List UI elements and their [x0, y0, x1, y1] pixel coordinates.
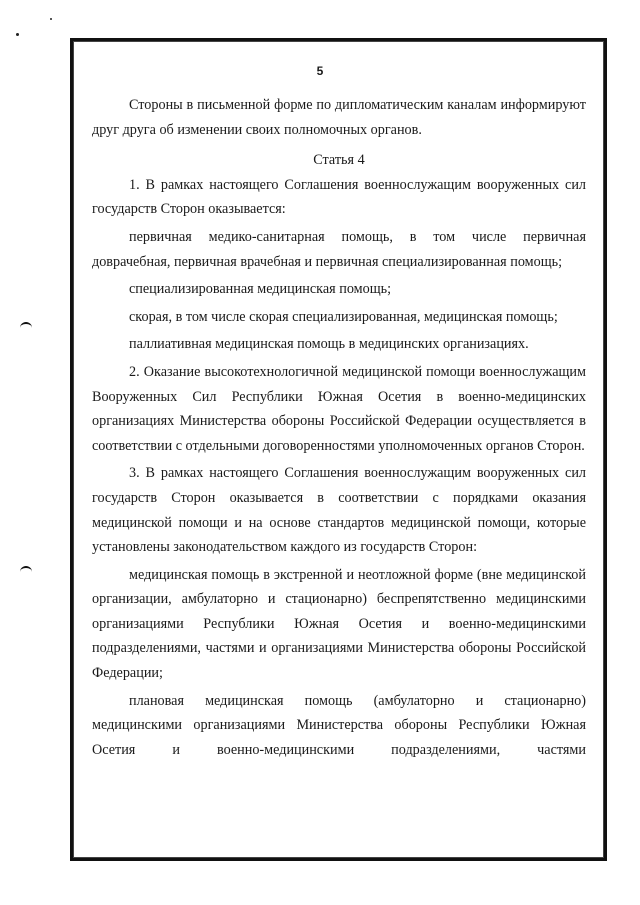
- scan-speck: [16, 33, 19, 36]
- scan-mark: [20, 322, 32, 330]
- paragraph: Стороны в письменной форме по дипломатическим каналам информируют друг друга об изменении своих полномочных органов.: [92, 97, 586, 138]
- article-heading: Статья 4: [313, 152, 365, 169]
- document-body: [92, 93, 586, 762]
- paragraph: 2. Оказание высокотехнологичной медицинской помощи военнослужащим Вооруженных Сил Республики Южная Осетия в военно-медицинских организациях Министерства обороны Российской Федерации осуществляется в соответствии с отдельными договоренностями уполномоченных органов Сторон.: [92, 363, 586, 454]
- list-item: медицинская помощь в экстренной и неотложной форме (вне медицинской организации, амбулаторно и стационарно) беспрепятственно медицинскими организациями Республики Южная Осетия и военно-медицинскими подразделениями, частями и организациями Министерства обороны Российской Федерации;: [92, 566, 586, 682]
- paragraph: 1. В рамках настоящего Соглашения военнослужащим вооруженных сил государств Сторон оказывается:: [92, 176, 586, 218]
- scan-speck: [50, 18, 52, 20]
- list-item: первичная медико-санитарная помощь, в том числе первичная доврачебная, первичная врачебная и первичная специализированная помощь;: [92, 228, 586, 270]
- paragraph: 3. В рамках настоящего Соглашения военнослужащим вооруженных сил государств Сторон оказывается в соответствии с порядками оказания медицинской помощи и на основе стандартов медицинской помощи, которые установлены законодательством каждого из государств Сторон:: [92, 465, 586, 556]
- list-item: скорая, в том числе скорая специализированная, медицинская помощь;: [129, 308, 558, 325]
- list-item: паллиативная медицинская помощь в медицинских организациях.: [129, 336, 529, 353]
- page-number: 5: [316, 64, 324, 78]
- list-item: плановая медицинская помощь (амбулаторно и стационарно) медицинскими организациями Министерства обороны Республики Южная Осетия и военно-медицинскими подразделениями, частями: [92, 692, 586, 758]
- scan-mark: [20, 566, 32, 574]
- list-item: специализированная медицинская помощь;: [129, 281, 392, 298]
